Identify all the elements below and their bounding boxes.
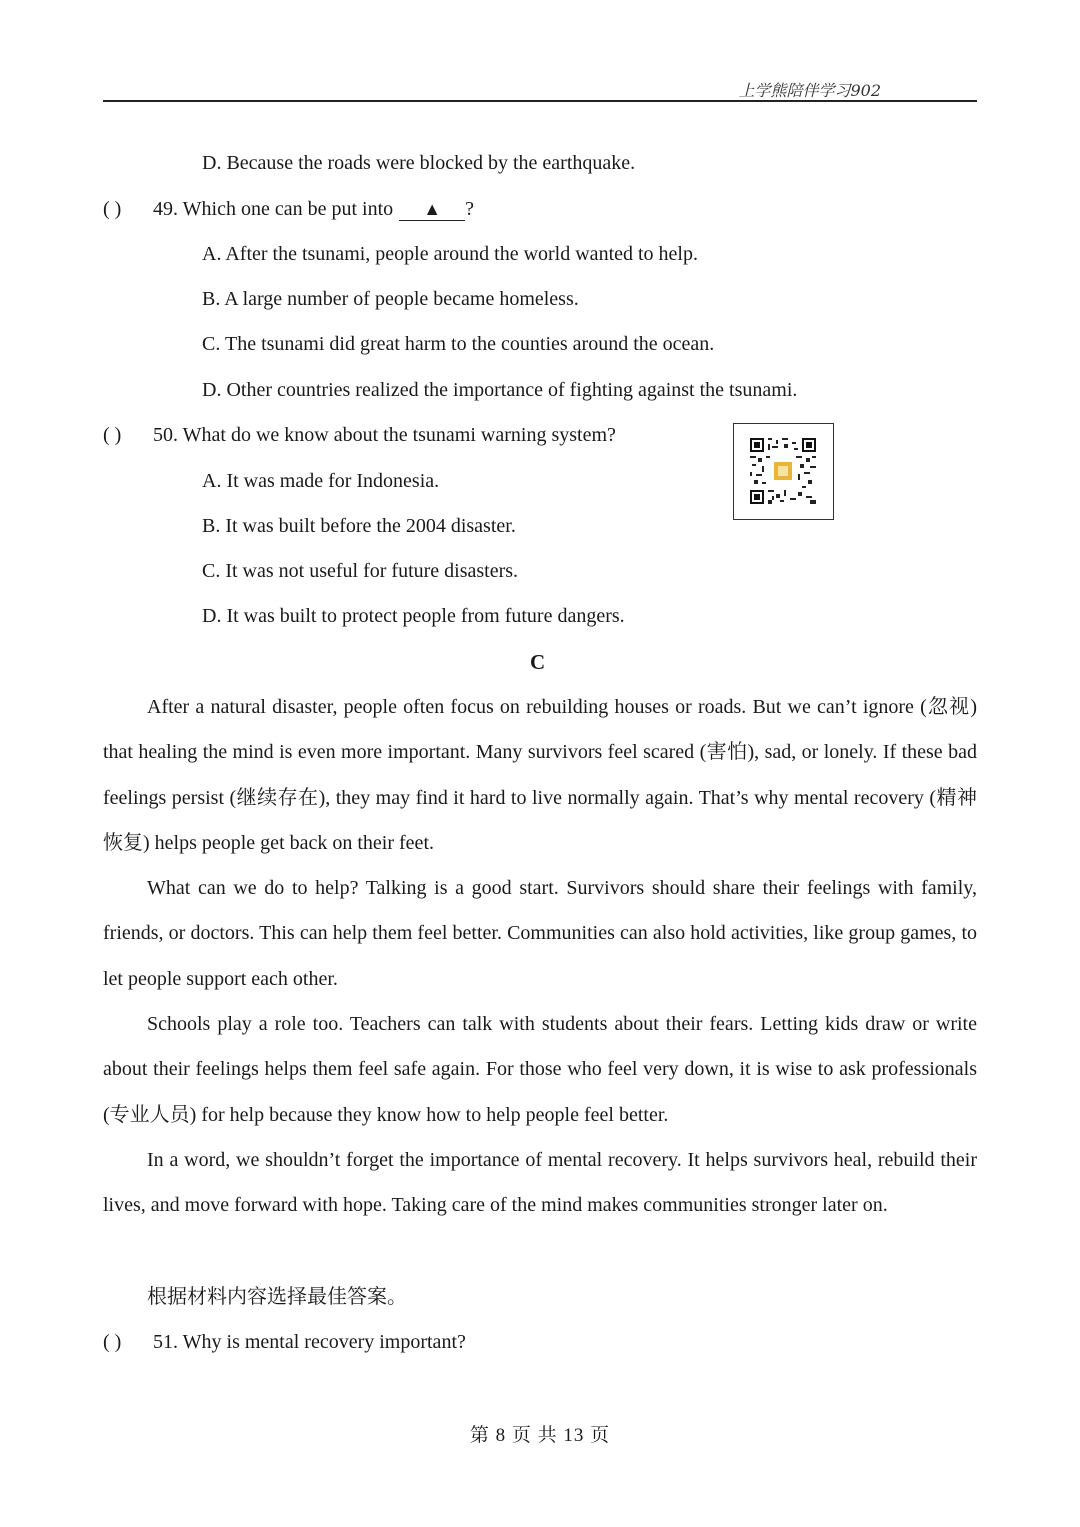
answer-paren-49[interactable]: ( ) xyxy=(103,198,122,220)
instruction: 根据材料内容选择最佳答案。 xyxy=(147,1284,407,1308)
header-text: 上学熊陪伴学习902 xyxy=(738,81,881,100)
passage-paragraph-4: In a word, we shouldn’t forget the importance of mental recovery. It helps survivors heal, rebuild their lives, and move forward with hope. Taking care of the mind makes communities stronger later on. xyxy=(103,1149,977,1217)
q50-option-d: D. It was built to protect people from future dangers. xyxy=(202,605,625,627)
question-51 xyxy=(103,1329,466,1355)
q49-option-c: C. The tsunami did great harm to the counties around the ocean. xyxy=(202,333,715,355)
q49-blank: ▲ xyxy=(399,198,465,221)
question-49 xyxy=(103,196,474,222)
q48-option-d: D. Because the roads were blocked by the earthquake. xyxy=(202,152,636,174)
q51-stem: 51. Why is mental recovery important? xyxy=(153,1331,466,1353)
q50-option-c: C. It was not useful for future disasters. xyxy=(202,560,519,582)
q49-option-b: B. A large number of people became homeless. xyxy=(202,288,579,310)
section-label: C xyxy=(530,650,546,674)
qr-code-graphic xyxy=(750,438,816,504)
q50-stem: 50. What do we know about the tsunami warning system? xyxy=(153,424,616,446)
passage-paragraph-3: Schools play a role too. Teachers can talk with students about their fears. Letting kids draw or write about their feelings helps them feel safe again. For those who feel very down, it is wise to ask professionals (专业人员) for help because they know how to help people feel better. xyxy=(103,1013,977,1126)
answer-paren-51[interactable]: ( ) xyxy=(103,1331,122,1353)
page-header xyxy=(103,76,977,102)
q50-option-b: B. It was built before the 2004 disaster. xyxy=(202,515,516,537)
page-footer: 第 8 页 共 13 页 xyxy=(469,1425,611,1446)
q49-option-d: D. Other countries realized the importance of fighting against the tsunami. xyxy=(202,379,798,401)
passage-paragraph-1: After a natural disaster, people often focus on rebuilding houses or roads. But we can’t ignore (忽视) that healing the mind is even more important. Many survivors feel scared (害怕), sad, or lonely. If these bad feelings persist (继续存在), they may find it hard to live normally again. That’s why mental recovery (精神恢复) helps people get back on their feet. xyxy=(103,696,977,854)
answer-paren-50[interactable]: ( ) xyxy=(103,424,122,446)
q49-stem-suffix: ? xyxy=(465,198,475,220)
q49-option-a: A. After the tsunami, people around the world wanted to help. xyxy=(202,243,698,265)
q49-stem: 49. Which one can be put into xyxy=(153,198,394,220)
qr-code-icon[interactable] xyxy=(733,423,834,520)
q50-option-a: A. It was made for Indonesia. xyxy=(202,470,440,492)
passage-paragraph-2: What can we do to help? Talking is a good start. Survivors should share their feelings with family, friends, or doctors. This can help them feel better. Communities can also hold activities, like group games, to let people support each other. xyxy=(103,877,977,990)
question-50 xyxy=(103,422,616,448)
